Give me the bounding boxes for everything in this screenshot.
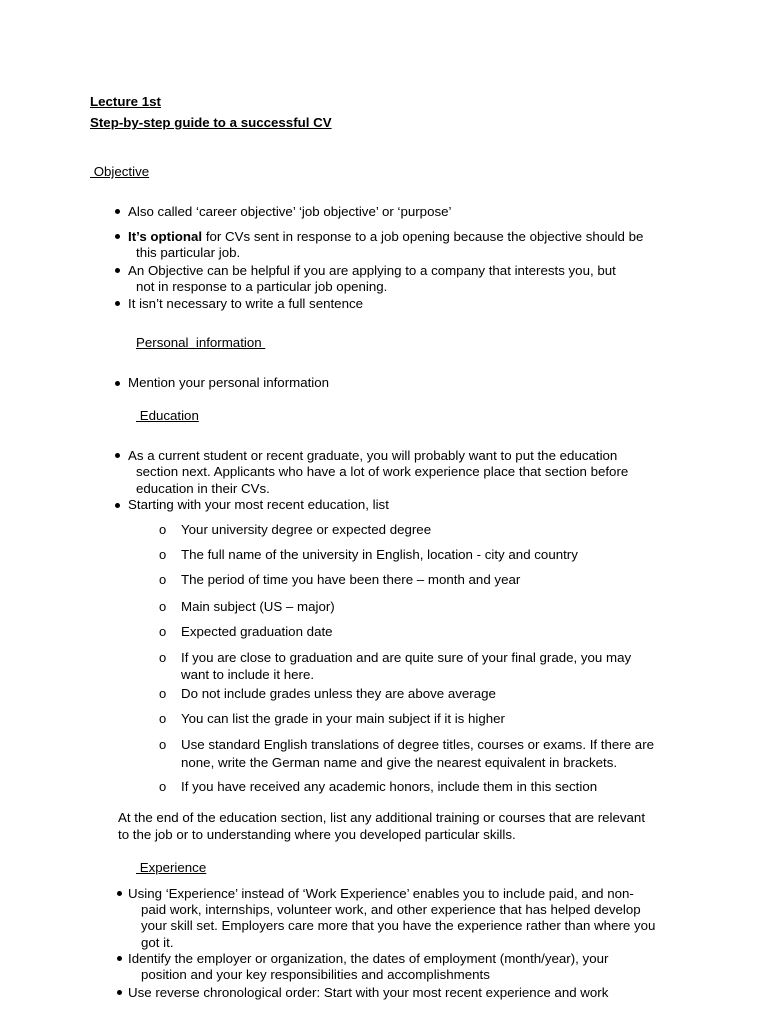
experience-heading: Experience: [136, 860, 207, 875]
education-heading: Education: [136, 408, 199, 423]
experience-item-3: Use reverse chronological order: Start with your most recent experience and work: [128, 985, 609, 1000]
circle-bullet-icon: o: [159, 624, 167, 639]
objective-item-4: It isn’t necessary to write a full sentence: [128, 296, 364, 311]
circle-bullet-icon: o: [159, 522, 167, 537]
bullet-icon: [115, 268, 120, 273]
education-subitem-2: The full name of the university in English, location - city and country: [181, 547, 578, 562]
bullet-icon: [115, 234, 120, 239]
objective-item-3: An Objective can be helpful if you are applying to a company that interests you, but: [128, 263, 616, 278]
bullet-icon: [117, 891, 122, 896]
experience-item-1-cont3: got it.: [141, 935, 174, 950]
education-item-1-cont2: education in their CVs.: [136, 481, 270, 496]
education-subitem-1: Your university degree or expected degree: [181, 522, 432, 537]
bullet-icon: [117, 990, 122, 995]
education-subitem-6-cont: want to include it here.: [181, 667, 315, 682]
personal-item-1: Mention your personal information: [128, 375, 330, 390]
objective-heading: Objective: [90, 164, 150, 179]
bullet-icon: [115, 453, 120, 458]
bullet-icon: [117, 956, 122, 961]
bullet-icon: [115, 503, 120, 508]
education-subitem-10: If you have received any academic honors, include them in this section: [181, 779, 598, 794]
education-closing-line-1: At the end of the education section, list any additional training or courses that are relevant: [118, 810, 646, 825]
education-closing-line-2: to the job or to understanding where you developed particular skills.: [118, 827, 516, 842]
education-subitem-9: Use standard English translations of degree titles, courses or exams. If there are: [181, 737, 655, 752]
education-subitem-4: Main subject (US – major): [181, 599, 335, 614]
objective-item-1: Also called ‘career objective’ ‘job objective’ or ‘purpose’: [128, 204, 452, 219]
circle-bullet-icon: o: [159, 650, 167, 665]
document-title: Step-by-step guide to a successful CV: [90, 115, 332, 130]
bullet-icon: [115, 301, 120, 306]
education-subitem-5: Expected graduation date: [181, 624, 333, 639]
experience-item-1: Using ‘Experience’ instead of ‘Work Experience’ enables you to include paid, and non-: [128, 886, 634, 901]
circle-bullet-icon: o: [159, 737, 167, 752]
experience-item-1-cont1: paid work, internships, volunteer work, and other experience that has helped develop: [141, 902, 641, 917]
education-item-2: Starting with your most recent education, list: [128, 497, 389, 512]
circle-bullet-icon: o: [159, 599, 167, 614]
experience-item-2: Identify the employer or organization, the dates of employment (month/year), your: [128, 951, 609, 966]
bullet-icon: [115, 209, 120, 214]
objective-item-2-cont: this particular job.: [136, 245, 241, 260]
experience-item-2-cont: position and your key responsibilities and accomplishments: [141, 967, 490, 982]
circle-bullet-icon: o: [159, 686, 167, 701]
objective-item-2: [128, 229, 643, 245]
lecture-label: Lecture 1st: [90, 94, 161, 109]
education-subitem-3: The period of time you have been there – month and year: [181, 572, 521, 587]
experience-item-1-cont2: your skill set. Employers care more that you have the experience rather than where you: [141, 918, 656, 933]
education-item-1-cont1: section next. Applicants who have a lot of work experience place that section before: [136, 464, 629, 479]
education-subitem-9-cont: none, write the German name and give the nearest equivalent in brackets.: [181, 755, 618, 770]
circle-bullet-icon: o: [159, 711, 167, 726]
objective-item-2-text: for CVs sent in response to a job opening because the objective should be: [205, 229, 644, 244]
personal-heading: Personal information: [136, 335, 266, 350]
education-item-1: As a current student or recent graduate, you will probably want to put the education: [128, 448, 618, 463]
education-subitem-7: Do not include grades unless they are above average: [181, 686, 496, 701]
education-subitem-6: If you are close to graduation and are quite sure of your final grade, you may: [181, 650, 632, 665]
circle-bullet-icon: o: [159, 547, 167, 562]
education-subitem-8: You can list the grade in your main subject if it is higher: [181, 711, 505, 726]
bullet-icon: [115, 381, 120, 386]
circle-bullet-icon: o: [159, 572, 167, 587]
optional-bold-text: It’s optional: [128, 229, 203, 244]
circle-bullet-icon: o: [159, 779, 167, 794]
objective-item-3-cont: not in response to a particular job opening.: [136, 279, 388, 294]
